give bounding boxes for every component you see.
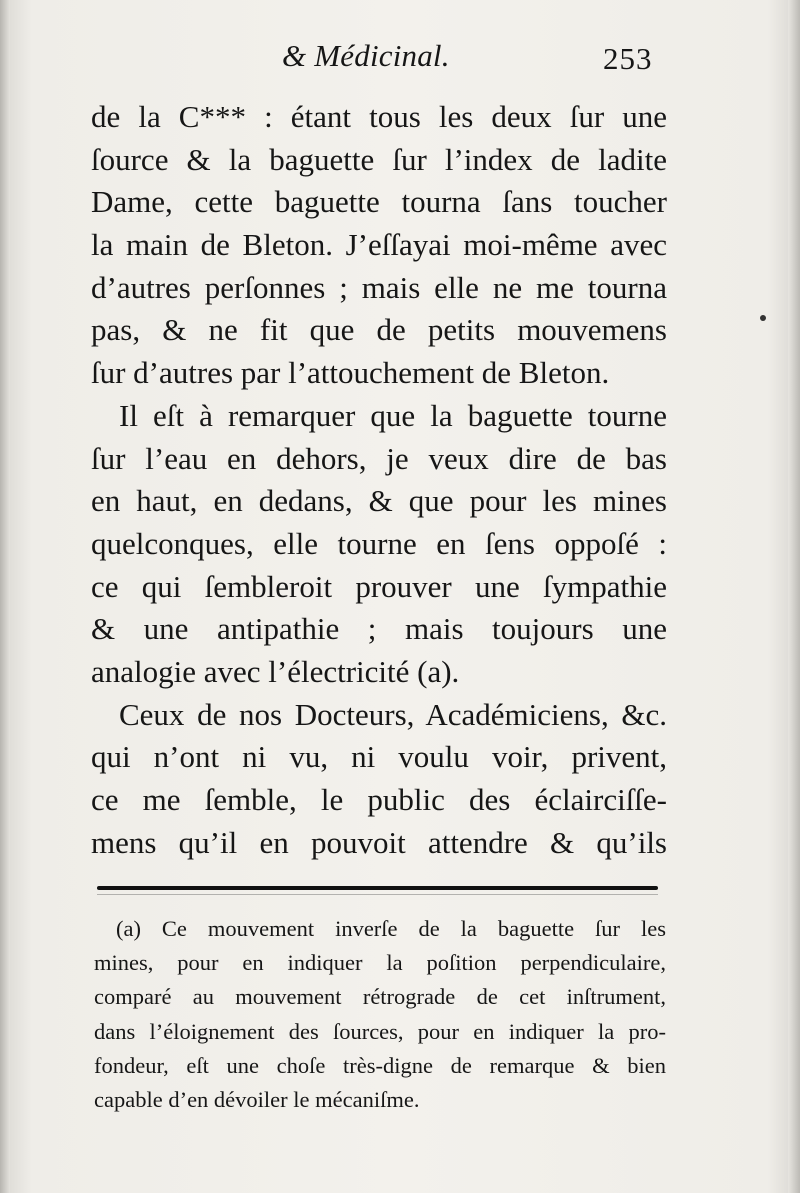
text-line-7: ſur d’autres par l’attouchement de Bleton.: [91, 355, 610, 391]
text-line-16: qui n’ont ni vu, ni voulu voir, privent,: [91, 739, 667, 775]
footnote-rule-shadow: [97, 894, 658, 895]
page-number: 253: [603, 41, 653, 76]
right-page-edge: [788, 0, 800, 1193]
footnote-line-4: dans l’éloignement des ſources, pour en indiquer la pro-: [94, 1018, 666, 1044]
text-line-17: ce me ſemble, le public des éclairciſſe-: [91, 782, 667, 817]
text-line-11: quelconques, elle tourne en ſens oppoſé :: [91, 525, 667, 561]
footnote-line-1: (a) Ce mouvement inverſe de la baguette ſur les: [116, 916, 666, 941]
text-line-15: Ceux de nos Docteurs, Académiciens, &c.: [119, 696, 667, 732]
text-line-10: en haut, en dedans, & que pour les mines: [91, 483, 667, 519]
left-page-edge: [0, 0, 10, 1193]
text-line-6: pas, & ne fit que de petits mouvemens: [91, 312, 667, 348]
margin-ink-dot: [760, 315, 766, 321]
main-text-block: [91, 96, 667, 864]
text-line-13: & une antipathie ; mais toujours une: [91, 611, 667, 647]
text-line-3: Dame, cette baguette tourna ſans toucher: [91, 184, 667, 220]
running-head: & Médicinal.: [282, 38, 450, 73]
text-line-4: la main de Bleton. J’eſſayai moi-même avec: [91, 227, 667, 263]
footnote-line-2: mines, pour en indiquer la poſition perpendiculaire,: [94, 950, 666, 976]
footnote-rule: [97, 886, 658, 890]
text-line-5: d’autres perſonnes ; mais elle ne me tourna: [91, 269, 667, 305]
text-line-18: mens qu’il en pouvoit attendre & qu’ils: [91, 824, 667, 860]
text-line-12: ce qui ſembleroit prouver une ſympathie: [91, 568, 667, 604]
text-line-1: de la C*** : étant tous les deux ſur une: [91, 99, 667, 134]
text-line-14: analogie avec l’électricité (a).: [91, 653, 460, 689]
text-line-2: ſource & la baguette ſur l’index de ladite: [91, 141, 667, 177]
footnote-line-6: capable d’en dévoiler le mécaniſme.: [94, 1086, 420, 1112]
text-line-9: ſur l’eau en dehors, je veux dire de bas: [91, 440, 667, 476]
footnote-line-5: fondeur, eſt une choſe très-digne de remarque & bien: [94, 1052, 666, 1078]
footnote-line-3: comparé au mouvement rétrograde de cet inſtrument,: [94, 984, 666, 1010]
text-line-8: Il eſt à remarquer que la baguette tourne: [119, 397, 667, 433]
footnote-block: [94, 912, 666, 1117]
